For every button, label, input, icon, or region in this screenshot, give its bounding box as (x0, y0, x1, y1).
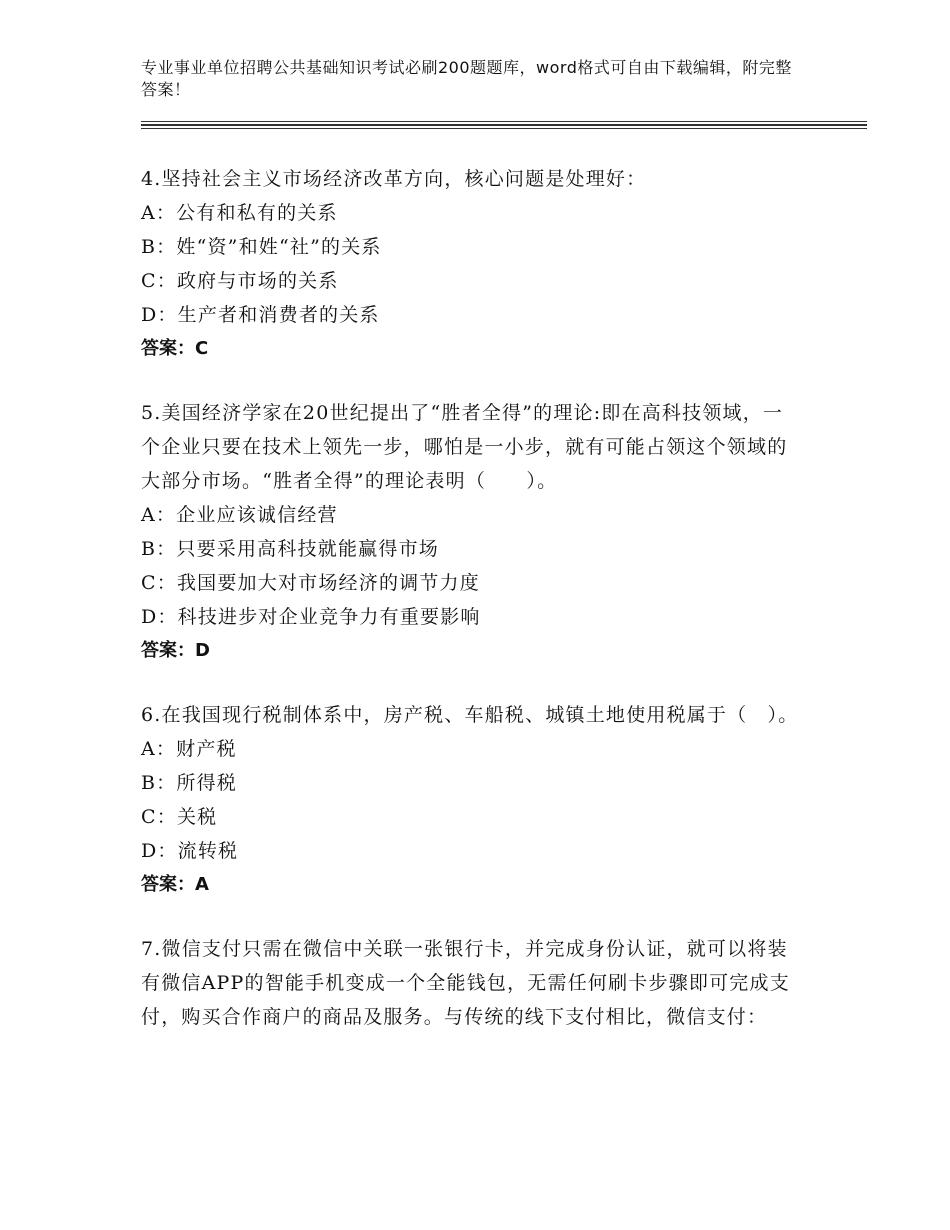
option-c: C：政府与市场的关系 (141, 270, 339, 292)
answer-label: 答案：C (141, 338, 209, 359)
header-divider-line (141, 121, 867, 122)
option-b: B：所得税 (141, 772, 237, 794)
option-a: A：企业应该诚信经营 (141, 504, 338, 526)
option-a: A：财产税 (141, 738, 237, 760)
option-b: B：只要采用高科技就能赢得市场 (141, 538, 439, 560)
answer-label: 答案：A (141, 874, 209, 895)
option-a: A：公有和私有的关系 (141, 202, 338, 224)
option-b: B：姓“资”和姓“社”的关系 (141, 236, 382, 258)
question-item (141, 162, 801, 366)
option-c: C：关税 (141, 806, 218, 828)
question-stem: 5.美国经济学家在20世纪提出了“胜者全得”的理论:即在高科技领域，一个企业只要在技术上领先一步，哪怕是一小步，就有可能占领这个领域的大部分市场。“胜者全得”的理论表明（ ）。 (141, 402, 788, 492)
question-stem: 6.在我国现行税制体系中，房产税、车船税、城镇土地使用税属于（ ）。 (141, 704, 799, 726)
option-c: C：我国要加大对市场经济的调节力度 (141, 572, 480, 594)
question-list (141, 162, 801, 1064)
question-stem: 7.微信支付只需在微信中关联一张银行卡，并完成身份认证，就可以将装有微信APP的智能手机变成一个全能钱包，无需任何刷卡步骤即可完成支付，购买合作商户的商品及服务。与传统的线下支付相比，微信支付： (141, 938, 790, 1028)
header-divider-line (141, 124, 867, 126)
option-d: D：科技进步对企业竞争力有重要影响 (141, 606, 481, 628)
option-d: D：生产者和消费者的关系 (141, 304, 380, 326)
header-divider-line (141, 128, 867, 129)
question-item (141, 698, 801, 902)
question-item (141, 396, 801, 668)
answer-label: 答案：D (141, 640, 210, 661)
document-header: 专业事业单位招聘公共基础知识考试必刷200题题库，word格式可自由下载编辑，附完整答案！ (141, 58, 792, 99)
question-item (141, 932, 801, 1034)
question-stem: 4.坚持社会主义市场经济改革方向，核心问题是处理好： (141, 168, 647, 190)
option-d: D：流转税 (141, 840, 239, 862)
